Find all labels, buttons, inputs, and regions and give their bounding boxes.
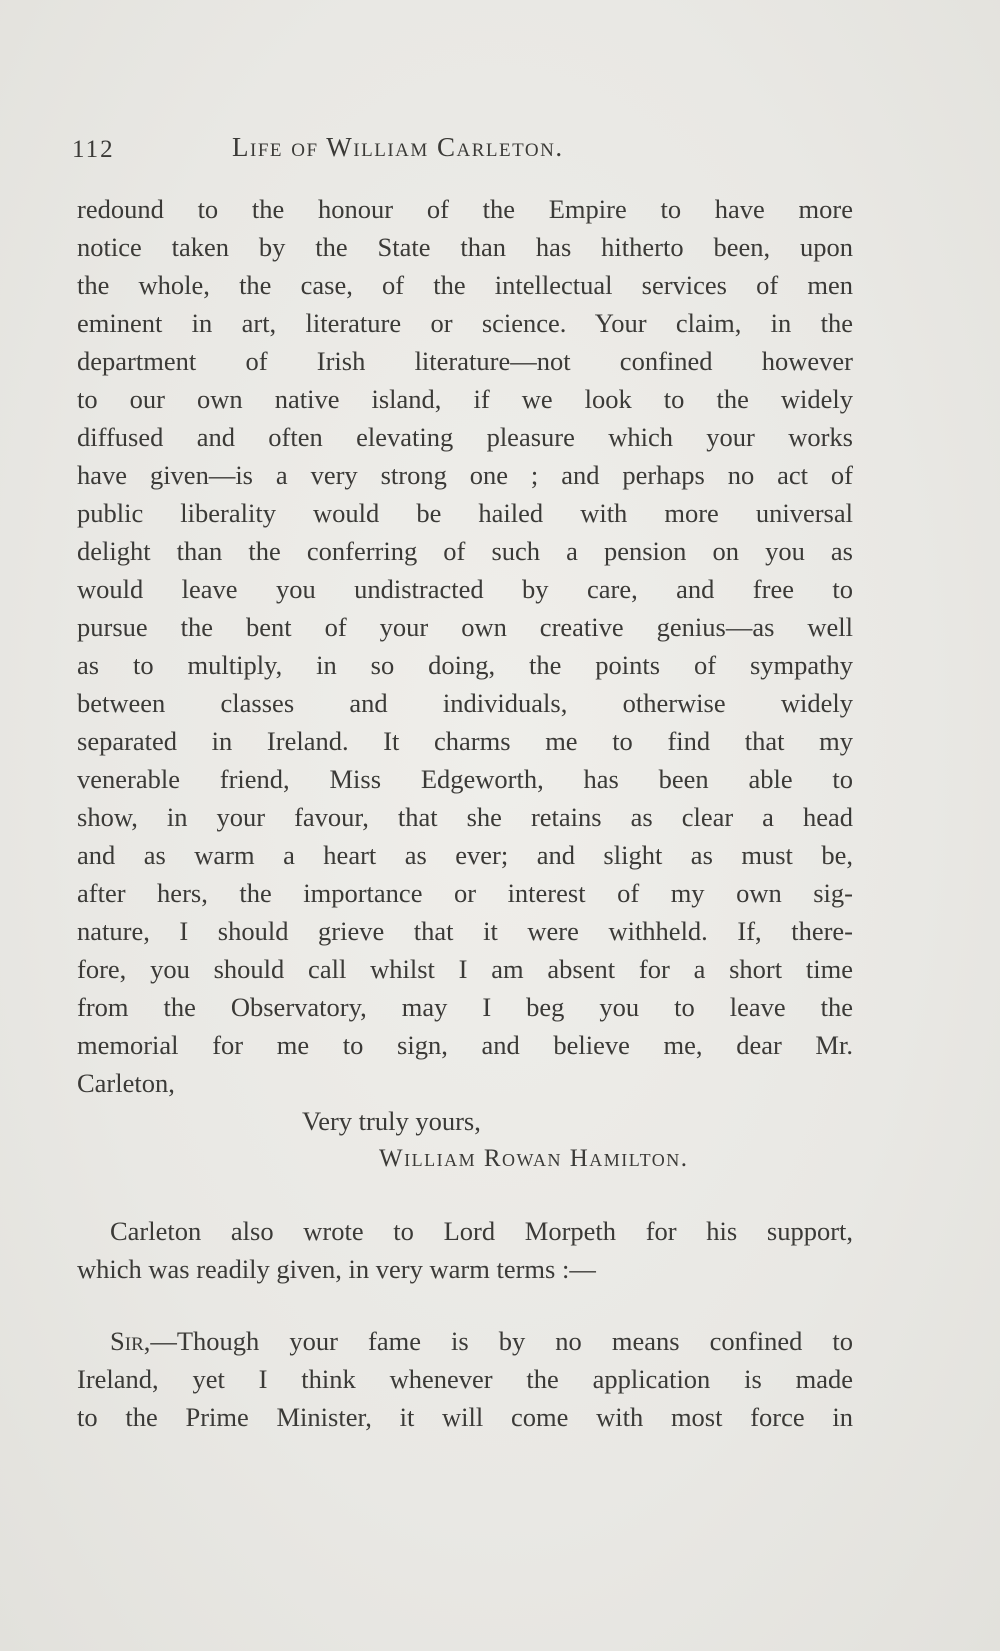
letter-closing xyxy=(77,1102,853,1178)
text-line: the whole, the case, of the intellectual services of men xyxy=(77,270,853,300)
text-line: venerable friend, Miss Edgeworth, has been able to xyxy=(77,764,853,794)
text-line: between classes and individuals, otherwise widely xyxy=(77,688,853,718)
text-line: would leave you undistracted by care, and free to xyxy=(77,574,853,604)
letter-paragraph-2 xyxy=(77,1322,853,1436)
narrative-paragraph xyxy=(77,1212,853,1288)
body-text xyxy=(77,190,853,1436)
text-line: notice taken by the State than has hitherto been, upon xyxy=(77,232,853,262)
text-line: to the Prime Minister, it will come with most force in xyxy=(77,1402,853,1432)
page-header xyxy=(72,132,862,172)
text-line: redound to the honour of the Empire to have more xyxy=(77,194,853,224)
text-line: fore, you should call whilst I am absent for a short time xyxy=(77,954,853,984)
text-line: public liberality would be hailed with more universal xyxy=(77,498,853,528)
text-line: Ireland, yet I think whenever the application is made xyxy=(77,1364,853,1394)
text-line: show, in your favour, that she retains as clear a head xyxy=(77,802,853,832)
text-line: separated in Ireland. It charms me to find that my xyxy=(77,726,853,756)
text-line xyxy=(77,1322,853,1360)
text-line: as to multiply, in so doing, the points of sympathy xyxy=(77,650,853,680)
text-line: and as warm a heart as ever; and slight as must be, xyxy=(77,840,853,870)
text-line: Carleton also wrote to Lord Morpeth for his support, xyxy=(110,1216,853,1246)
text-line: Carleton, xyxy=(77,1068,175,1098)
paragraph-gap xyxy=(77,1178,853,1212)
text-line: which was readily given, in very warm terms :— xyxy=(77,1254,596,1284)
text-line: diffused and often elevating pleasure which your works xyxy=(77,422,853,452)
text-line: to our own native island, if we look to the widely xyxy=(77,384,853,414)
text-line: pursue the bent of your own creative genius—as well xyxy=(77,612,853,642)
text-line: department of Irish literature—not confined however xyxy=(77,346,853,376)
letter-salutation: Sir, xyxy=(110,1326,151,1356)
text-line: after hers, the importance or interest of my own sig- xyxy=(77,878,853,908)
text-line: nature, I should grieve that it were withheld. If, there- xyxy=(77,916,853,946)
page-number: 112 xyxy=(72,136,115,163)
closing-salutation: Very truly yours, xyxy=(302,1106,481,1136)
text-line: delight than the conferring of such a pension on you as xyxy=(77,536,853,566)
text-line: eminent in art, literature or science. Your claim, in the xyxy=(77,308,853,338)
letter-paragraph xyxy=(77,190,853,1102)
text-line: have given—is a very strong one ; and perhaps no act of xyxy=(77,460,853,490)
text-line-rest: —Though your fame is by no means confined to xyxy=(150,1326,853,1356)
paragraph-gap xyxy=(77,1288,853,1322)
running-title: Life of William Carleton. xyxy=(232,132,564,162)
text-line: from the Observatory, may I beg you to leave the xyxy=(77,992,853,1022)
closing-signature: William Rowan Hamilton. xyxy=(379,1145,689,1172)
text-line: memorial for me to sign, and believe me, dear Mr. xyxy=(77,1030,853,1060)
